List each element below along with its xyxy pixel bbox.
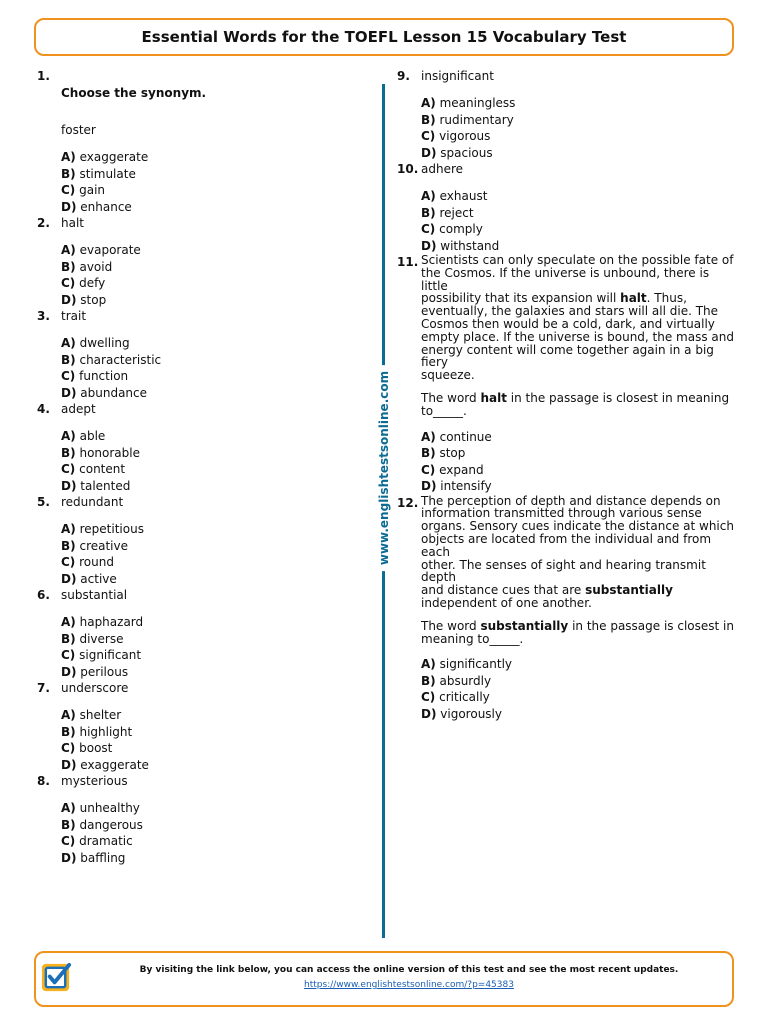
option-a[interactable]: A) meaningless <box>421 96 516 110</box>
option-b[interactable]: B) diverse <box>61 631 124 646</box>
option-a[interactable]: A) repetitious <box>61 522 144 536</box>
option-d[interactable]: D) active <box>61 571 117 586</box>
right-column <box>397 68 737 722</box>
question-4 <box>37 401 367 494</box>
question-9 <box>397 68 737 161</box>
option-a[interactable]: A) able <box>61 429 106 443</box>
option-b[interactable]: B) rudimentary <box>421 112 514 127</box>
footer-text: By visiting the link below, you can access the online version of this test and see the most recent updates. <box>139 965 679 975</box>
option-c[interactable]: C) comply <box>421 222 483 236</box>
option-b[interactable]: B) honorable <box>61 445 140 460</box>
question-number: 3. <box>37 309 50 323</box>
option-d[interactable]: D) vigorously <box>421 706 502 721</box>
option-b[interactable]: B) stimulate <box>61 166 136 181</box>
question-instruction: Choose the synonym. <box>61 85 207 100</box>
question-number: 5. <box>37 495 50 509</box>
question-stem: The word halt in the passage is closest in meaning to_____. <box>421 391 730 419</box>
checkbox-check-icon <box>40 961 73 994</box>
question-10 <box>397 161 737 254</box>
option-c[interactable]: C) round <box>61 555 114 569</box>
question-number: 2. <box>37 216 50 230</box>
question-word: adhere <box>421 162 464 176</box>
question-11 <box>397 254 737 495</box>
question-6 <box>37 587 367 680</box>
left-column <box>37 68 367 866</box>
question-5 <box>37 494 367 587</box>
question-word: redundant <box>61 495 124 509</box>
option-c[interactable]: C) critically <box>421 690 490 705</box>
reading-passage: Scientists can only speculate on the possible fate of the Cosmos. If the universe is unbound, there is little possibility that its expansion will halt. Thus, eventually, the galaxies and stars will all die. The Cosmos then would be a cold, dark, and virtually empty place. If the universe is bound, the mass and energy content will come together again in a big fiery squeeze. <box>421 253 734 383</box>
option-c[interactable]: C) expand <box>421 462 484 477</box>
question-number: 1. <box>37 69 50 83</box>
reading-passage: The perception of depth and distance depends on information transmitted through various sense organs. Sensory cues indicate the distance at which objects are located from the individual and from each other. The senses of sight and hearing transmit depth and distance cues that are substantially independent of one another. <box>421 493 734 610</box>
option-b[interactable]: B) creative <box>61 538 128 553</box>
question-12 <box>397 495 737 723</box>
question-7 <box>37 680 367 773</box>
option-d[interactable]: D) talented <box>61 478 131 493</box>
question-1 <box>37 68 367 215</box>
footer-link[interactable]: https://www.englishtestsonline.com/?p=45383 <box>304 980 514 990</box>
question-stem: The word substantially in the passage is closest in meaning to_____. <box>421 619 734 647</box>
option-d[interactable]: D) baffling <box>61 850 126 865</box>
question-number: 6. <box>37 588 50 602</box>
option-b[interactable]: B) reject <box>421 205 474 220</box>
option-c[interactable]: C) boost <box>61 741 113 755</box>
option-a[interactable]: A) haphazard <box>61 615 144 629</box>
option-b[interactable]: B) characteristic <box>61 352 162 367</box>
question-word: insignificant <box>421 69 494 83</box>
option-d[interactable]: D) stop <box>61 292 107 307</box>
question-number: 8. <box>37 774 50 788</box>
question-word: adept <box>61 402 96 416</box>
option-d[interactable]: D) withstand <box>421 238 500 253</box>
question-number: 10. <box>397 162 419 176</box>
option-d[interactable]: D) abundance <box>61 385 148 400</box>
option-d[interactable]: D) enhance <box>61 199 132 214</box>
option-b[interactable]: B) avoid <box>61 259 113 274</box>
question-word: halt <box>61 216 84 230</box>
question-word: underscore <box>61 681 129 695</box>
option-c[interactable]: C) content <box>61 462 126 476</box>
question-number: 12. <box>397 495 419 510</box>
option-c[interactable]: C) significant <box>61 648 142 662</box>
page-title: Essential Words for the TOEFL Lesson 15 Vocabulary Test <box>141 28 627 46</box>
question-word: mysterious <box>61 774 128 788</box>
option-d[interactable]: D) exaggerate <box>61 757 149 772</box>
option-b[interactable]: B) highlight <box>61 724 133 739</box>
question-word: substantial <box>61 588 128 602</box>
question-number: 7. <box>37 681 50 695</box>
option-b[interactable]: B) dangerous <box>61 817 143 832</box>
option-a[interactable]: A) unhealthy <box>61 801 140 815</box>
question-word: trait <box>61 309 87 323</box>
option-b[interactable]: B) stop <box>421 446 466 461</box>
question-word: foster <box>61 123 96 137</box>
question-number: 11. <box>397 255 419 269</box>
footer-box <box>34 951 734 1007</box>
option-c[interactable]: C) dramatic <box>61 834 133 848</box>
option-a[interactable]: A) evaporate <box>61 243 141 257</box>
option-a[interactable]: A) significantly <box>421 657 513 672</box>
option-d[interactable]: D) spacious <box>421 145 493 160</box>
option-c[interactable]: C) gain <box>61 183 106 197</box>
question-8 <box>37 773 367 866</box>
option-a[interactable]: A) dwelling <box>61 336 130 350</box>
option-c[interactable]: C) vigorous <box>421 129 491 143</box>
option-a[interactable]: A) continue <box>421 429 492 444</box>
option-b[interactable]: B) absurdly <box>421 673 492 688</box>
question-3 <box>37 308 367 401</box>
option-a[interactable]: A) shelter <box>61 708 122 722</box>
option-c[interactable]: C) function <box>61 369 129 383</box>
option-a[interactable]: A) exaggerate <box>61 150 149 164</box>
option-a[interactable]: A) exhaust <box>421 189 488 203</box>
option-c[interactable]: C) defy <box>61 276 106 290</box>
side-url: www.englishtestsonline.com <box>377 365 391 571</box>
title-box <box>34 18 734 56</box>
question-number: 4. <box>37 402 50 416</box>
question-2 <box>37 215 367 308</box>
option-d[interactable]: D) intensify <box>421 479 492 494</box>
question-number: 9. <box>397 69 410 83</box>
option-d[interactable]: D) perilous <box>61 664 129 679</box>
